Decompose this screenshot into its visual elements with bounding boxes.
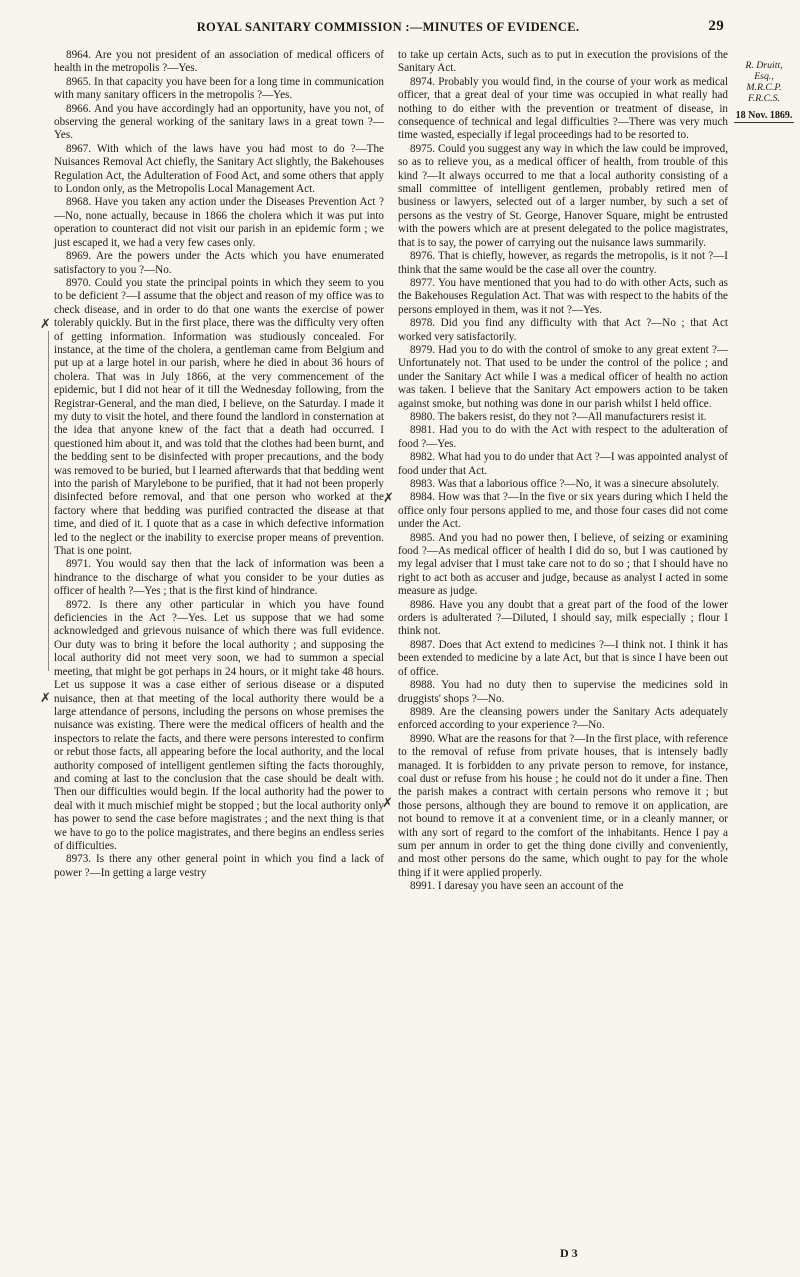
right-column — [398, 49, 728, 894]
paragraph: 8964. Are you not president of an association of medical officers of health in the metropolis ?—Yes. — [54, 49, 384, 75]
page-header — [52, 20, 724, 40]
witness-margin-note — [734, 60, 794, 123]
paragraph: 8980. The bakers resist, do they not ?—All manufacturers resist it. — [410, 410, 707, 423]
paragraph: 8970. Could you state the principal points in which they seem to you to be deficient ?—I assume that the object and reason of my office was to check disease, and in order to do that one wants the exercise of power tolerably quickly. But in the first place, there was the difficulty very often of getting information. Information was studiously concealed. For instance, at the time of the cholera, a gentleman came from Belgium and put up at a large hotel in our parish, where he died in about 36 hours of cholera. That was in July 1866, at the very commencement of the epidemic, but I did not hear of it till the Wednesday following, from the Registrar-General, and the man died, I believe, on the Saturday. I made it my duty to visit the hotel, and there found the landlord in consternation at the idea that anyone knew of the fact that a death had occurred. I questioned him about it, and was told that the clothes had been burnt, and the bedding sent to be disinfected with proper precautions, and the body was removed to be buried, but I learned afterwards that that bedding went into the parish of Marylebone to be purified, that it had not been properly disinfected before removal, and that one person who worked at the factory where that bedding was purified contracted the disease at that time, and died of it. I quote that as a case in which defective information led to the neglect or the inability to exercise proper means of prevention. That is one point. — [54, 276, 384, 558]
paragraph: 8972. Is there any other particular in which you have found deficiencies in the Act ?—Yes. Let us suppose that we had some acknowledged and grievous nuisance of which there was full evidence. Our duty was to bring it before the local authority ; and supposing the local authority did not meet very soon, we had to summon a special meeting, that might be got perhaps in 24 hours, or it might take 48 hours. Let us suppose it was a case either of serious disease or a disputed nuisance, then at that meeting of the local authority there would be a large attendance of persons, including the persons on whose premises the nuisance was existing. There were the medical officers of health and the inspectors to relate the facts, and there were persons interested to confirm or rebut those facts, all appearing before the local authority, and the local authority composed of intelligent gentlemen sifting the facts thoroughly, and coming at last to the conclusion that the case should be dealt with. Then our difficulties would begin. If the local authority had the power to deal with it much mischief might be stopped ; but the local authority only has power to send the case before magistrates ; and the next thing is that we have to go to the police magistrates, and there begins an endless series of difficulties. — [54, 598, 384, 852]
left-column — [54, 49, 384, 880]
paragraph: 8985. And you had no power then, I believe, of seizing or examining food ?—As medical officer of health I did do so, but I was cautioned by my legal adviser that I must take care not to do so ; that I should have no right to act both as accuser and judge, because as analyst I acted in some measure as judge. — [398, 531, 728, 598]
paragraph: 8984. How was that ?—In the five or six years during which I held the office only four persons applied to me, and those four cases did not come under the Act. — [398, 491, 728, 531]
evidence-date: 18 Nov. 1869. — [735, 110, 793, 121]
pencil-cross-mark: ✗ — [382, 795, 393, 810]
paragraph: 8987. Does that Act extend to medicines ?—I think not. I think it has been extended to medicine by a late Act, but that is since I have been out of office. — [398, 638, 728, 678]
paragraph: 8976. That is chiefly, however, as regards the metropolis, is it not ?—I think that the same would be the case all over the country. — [398, 250, 728, 276]
witness-esq: Esq., — [754, 71, 774, 82]
paragraph: 8990. What are the reasons for that ?—In the first place, with reference to the removal of refuse from private houses, that is intensely badly managed. It is forbidden to any private person to remove, for instance, coal dust or refuse from his house ; he could not do it under a fine. Then the parish makes a contract with certain persons who remove it ; but those persons, although they are bound to remove it on application, are not bound to remove it at a convenient time, or in a cleanly manner, or with any sort of regard to the comfort of the inhabitants. Hence I pay a sum per annum in order to get the thing done civilly and conveniently, and most other persons do the same, which ought to pay for the whole thing if it were applied properly. — [398, 732, 728, 879]
paragraph: 8975. Could you suggest any way in which the law could be improved, so as to relieve you, as a medical officer of health, from trouble of this kind ?—It always occurred to me that a local authority consisting of a small committee of intelligent gentlemen, probably retired men of business or lawyers, selected out of a larger number, by such a set of persons as the vestry of St. George, Hanover Square, might be entrusted with the powers which are at present delegated to the police magistrates, that is to say, the power of carrying out the nuisance laws summarily. — [398, 142, 728, 249]
paragraph: to take up certain Acts, such as to put in execution the provisions of the Sanitary Act. — [398, 49, 728, 75]
paragraph: 8974. Probably you would find, in the course of your work as medical officer, that a great deal of your time was occupied in what really had nothing to do either with the prevention or treatment of disease, in consequence of technical and legal difficulties ?—There was very much time wasted, especially if legal proceedings had to be resorted to. — [398, 75, 728, 142]
pencil-margin-line — [48, 331, 49, 671]
paragraph: 8983. Was that a laborious office ?—No, it was a sinecure absolutely. — [410, 478, 720, 490]
witness-degree: F.R.C.S. — [748, 93, 780, 104]
paragraph: 8988. You had no duty then to supervise the medicines sold in druggists' shops ?—No. — [398, 679, 728, 705]
paragraph: 8989. Are the cleansing powers under the Sanitary Acts adequately enforced according to your experience ?—No. — [398, 705, 728, 732]
pencil-cross-mark: ✗ — [383, 490, 394, 505]
running-title: ROYAL SANITARY COMMISSION :—MINUTES OF EVIDENCE. — [196, 20, 580, 34]
signature-mark: D 3 — [560, 1246, 578, 1260]
paragraph: 8977. You have mentioned that you had to do with other Acts, such as the Bakehouses Regulation Act. That was with respect to the habits of the persons employed in them, was it not ?—Yes. — [398, 276, 728, 316]
paragraph: 8986. Have you any doubt that a great part of the food of the lower orders is adulterated ?—Diluted, I should say, milk especially ; flour I think not. — [398, 598, 728, 638]
paragraph: 8971. You would say then that the lack of information was been a hindrance to the discharge of what you consider to be your duties as officer of health ?—Yes ; that is the first kind of hindrance. — [54, 558, 384, 598]
paragraph: 8969. Are the powers under the Acts which you have enumerated satisfactory to you ?—No. — [54, 250, 384, 276]
pencil-cross-mark: ✗ — [40, 316, 51, 331]
pencil-cross-mark: ✗ — [40, 690, 51, 705]
paragraph: 8968. Have you taken any action under the Diseases Prevention Act ?—No, none actually, because in 1866 the cholera which it was put into operation to counteract did not visit our parish in an epidemic form ; we just escaped it, we had a very few cases only. — [54, 196, 384, 249]
paragraph: 8978. Did you find any difficulty with that Act ?—No ; that Act worked very satisfactorily. — [398, 317, 728, 343]
witness-name: R. Druitt, — [745, 60, 783, 71]
paragraph: 8967. With which of the laws have you had most to do ?—The Nuisances Removal Act chiefly, the Sanitary Act slightly, the Bakehouses Regulation Act, the Adulteration of Food Act, and some others that apply to London only, as the Metropolis Local Management Act. — [54, 142, 384, 196]
page-number: 29 — [708, 18, 724, 34]
paragraph: 8973. Is there any other general point in which you find a lack of power ?—In getting a large vestry — [54, 853, 384, 879]
paragraph: 8965. In that capacity you have been for a long time in communication with many sanitary officers in the metropolis ?—Yes. — [54, 75, 384, 102]
paragraph: 8979. Had you to do with the control of smoke to any great extent ?—Unfortunately not. That used to be under the control of the police ; and under the Sanitary Act while I was a medical officer of health no action was taken. I believe that the Sanitary Act empowers action to be taken against smoke, but nothing was done in our parish whilst I held office. — [398, 343, 728, 410]
paragraph: 8991. I daresay you have seen an account of the — [410, 880, 624, 893]
paragraph: 8982. What had you to do under that Act ?—I was appointed analyst of food under that Act. — [398, 451, 728, 477]
paragraph: 8966. And you have accordingly had an opportunity, have you not, of observing the general working of the sanitary laws in a great town ?—Yes. — [54, 102, 384, 142]
witness-degree: M.R.C.P. — [746, 82, 782, 93]
paragraph: 8981. Had you to do with the Act with respect to the adulteration of food ?—Yes. — [398, 424, 728, 450]
